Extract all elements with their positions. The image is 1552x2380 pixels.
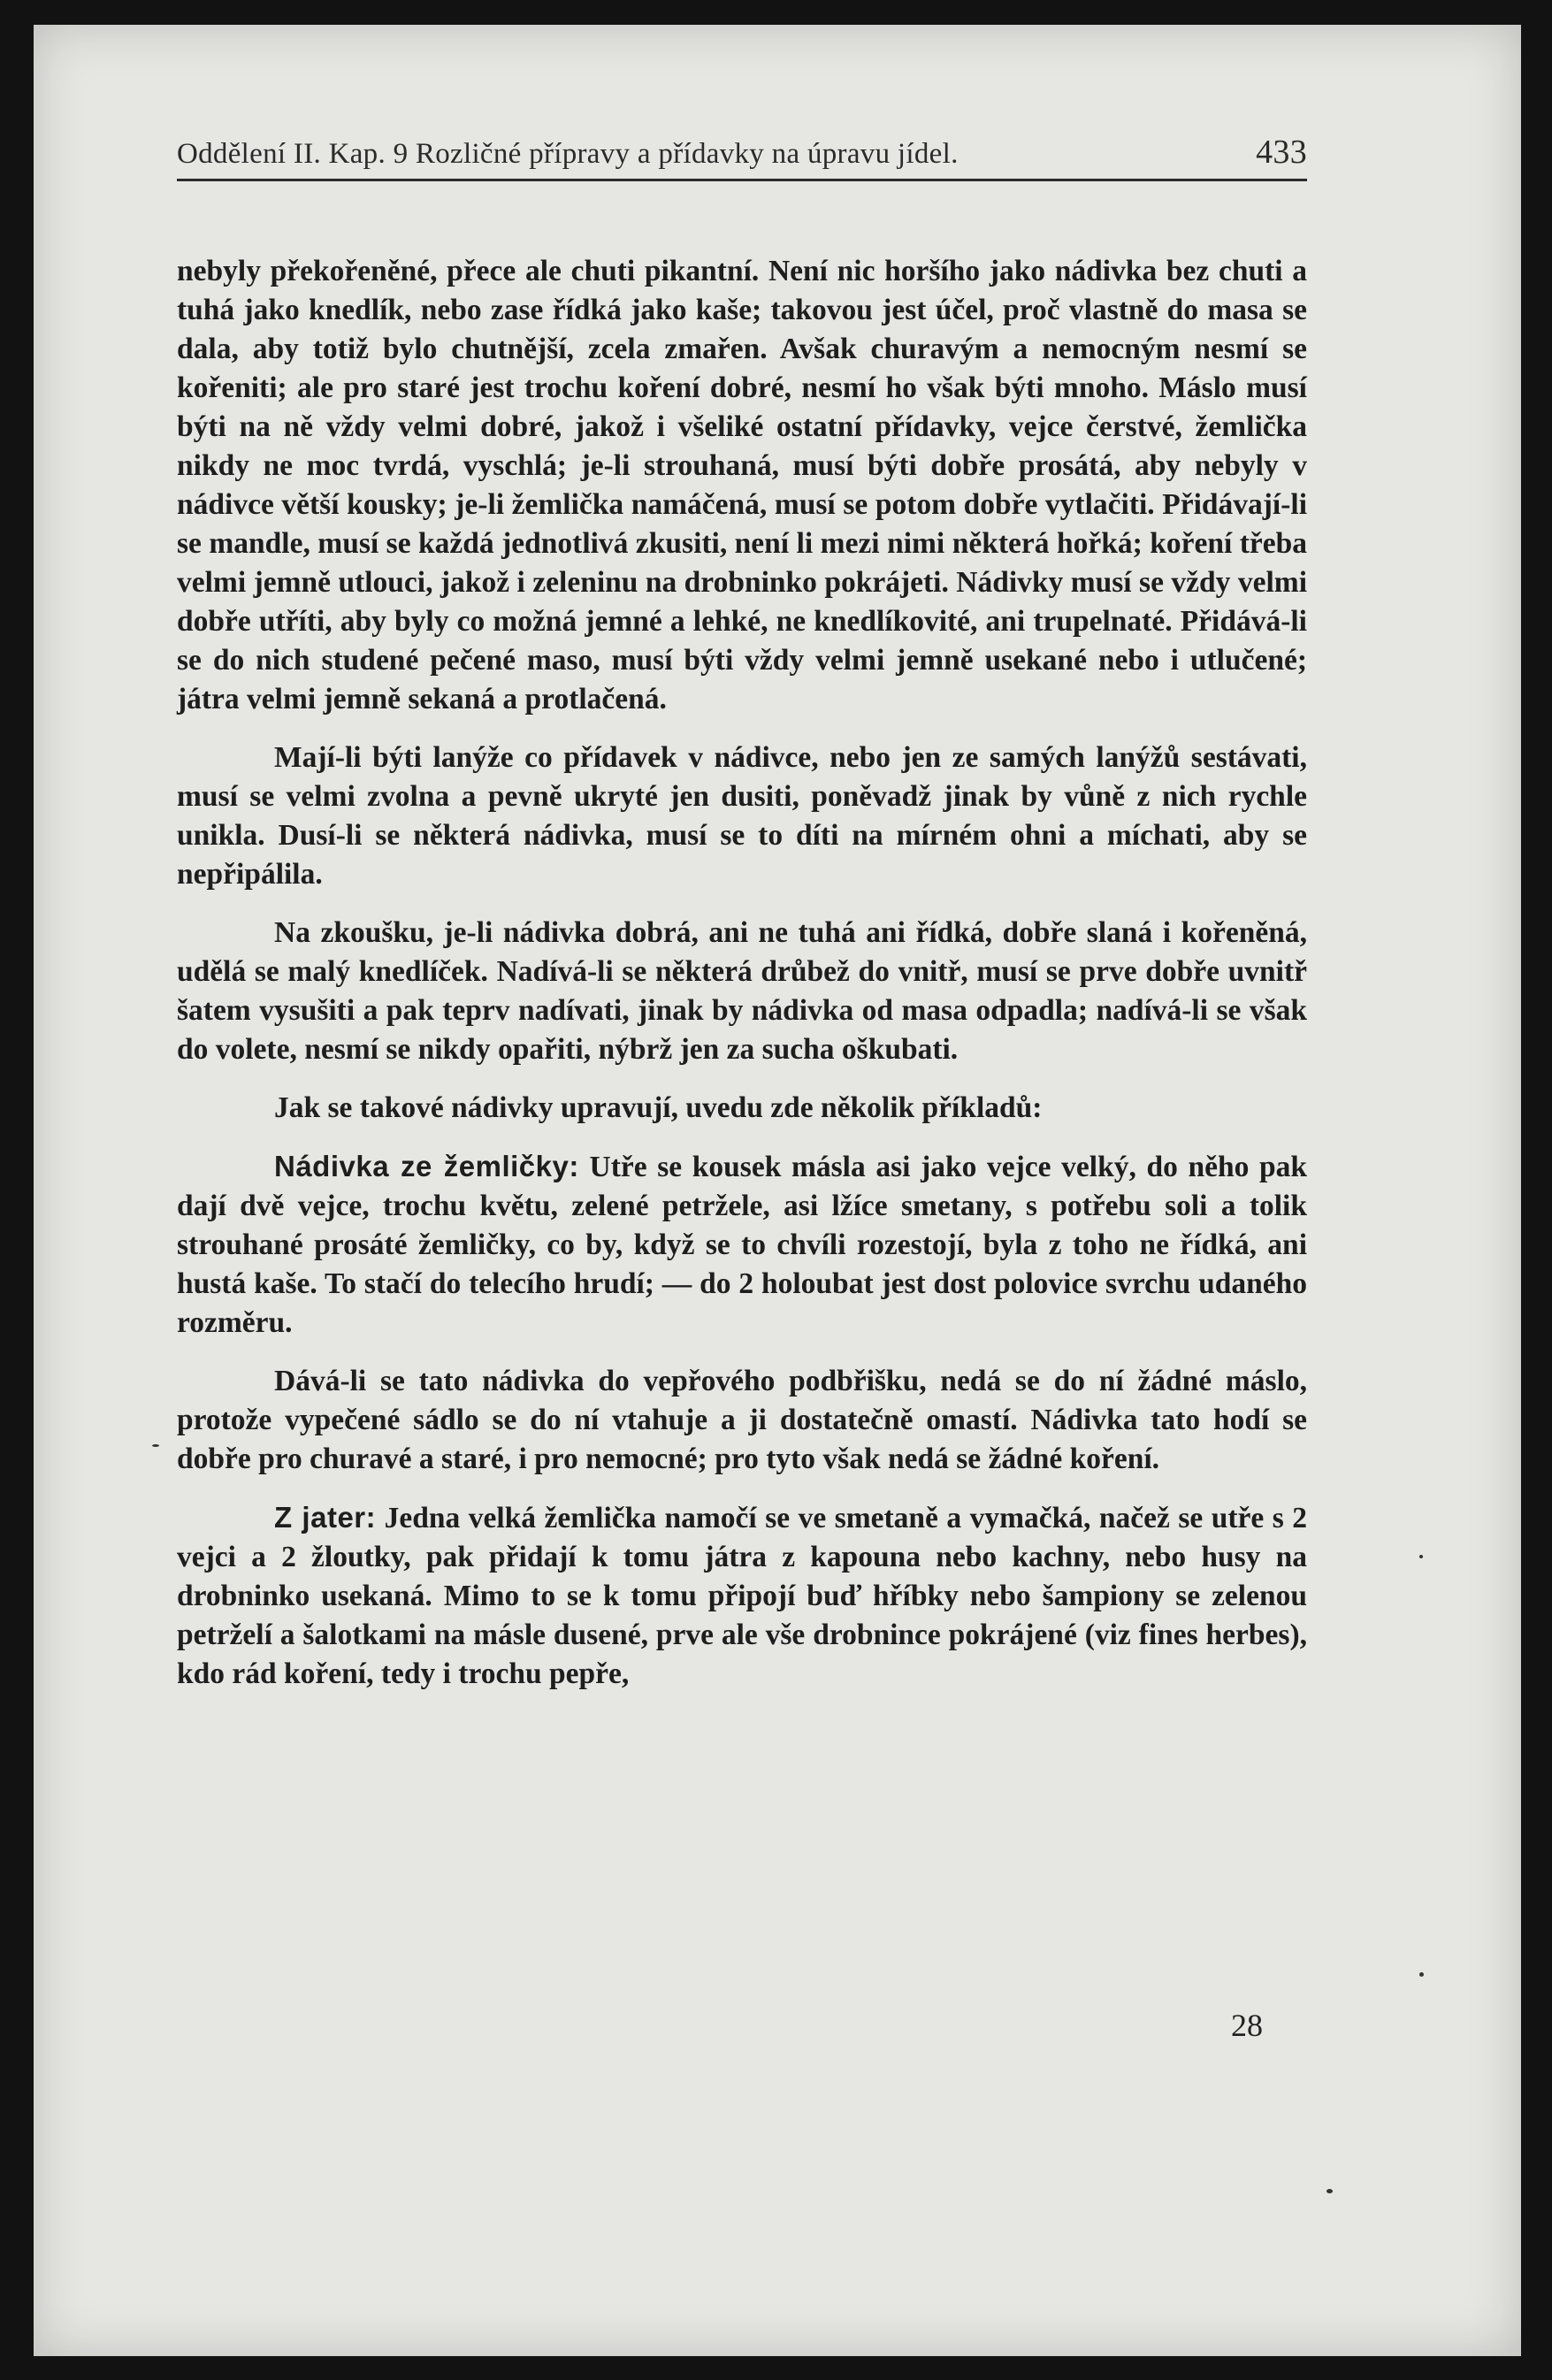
paragraph-2 <box>177 738 1307 894</box>
recipe-heading: Z jater: <box>274 1501 377 1534</box>
print-speck <box>152 1444 159 1447</box>
header-rule <box>177 179 1307 181</box>
print-speck <box>1326 2189 1333 2193</box>
print-speck <box>1419 1555 1423 1558</box>
print-speck <box>1419 1972 1424 1977</box>
paragraph-1 <box>177 252 1307 719</box>
paragraph-text: Mají-li býti lanýže co přídavek v nádivce, nebo jen ze samých lanýžů sestávati, musí se velmi zvolna a pevně ukryté jen dusiti, poněvadž jinak by vůně z nich rychle unikla. Dusí-li se některá nádivka, musí se to díti na mírném ohni a míchati, aby se nepřipálila. <box>177 741 1307 891</box>
running-header <box>177 133 1307 172</box>
body-text <box>177 252 1307 1694</box>
paragraph-3 <box>177 914 1307 1069</box>
recipe-z-jater <box>177 1498 1307 1694</box>
paragraph-text: Dává-li se tato nádivka do vepřového podbřišku, nedá se do ní žádné máslo, protože vypečené sádlo se do ní vtahuje a ji dostatečně omastí. Nádivka tato hodí se dobře pro churavé a staré, i pro nemocné; pro tyto však nedá se žádné koření. <box>177 1365 1307 1475</box>
paragraph-text: Na zkoušku, je-li nádivka dobrá, ani ne tuhá ani řídká, dobře slaná i kořeněná, udělá se malý knedlíček. Nadívá-li se některá drůbež do vnitř, musí se prve dobře uvnitř šatem vysušiti a pak teprv nadívati, jinak by nádivka od masa odpadla; nadívá-li se však do volete, nesmí se nikdy opařiti, nýbrž jen za sucha oškubati. <box>177 916 1307 1066</box>
recipe-nadivka-ze-zemlicky <box>177 1147 1307 1343</box>
paragraph-text: nebyly překořeněné, přece ale chuti pikantní. Není nic horšího jako nádivka bez chuti a tuhá jako knedlík, nebo zase řídká jako kaše; takovou jest účel, proč vlastně do masa se dala, aby totiž bylo chutnější, zcela zmařen. Avšak churavým a nemocným nesmí se kořeniti; ale pro staré jest trochu koření dobré, nesmí ho však býti mnoho. Máslo musí býti na ně vždy velmi dobré, jakož i všeliké ostatní přídavky, vejce čerstvé, žemlička nikdy ne moc tvrdá, vyschlá; je-li strouhaná, musí býti dobře prosátá, aby nebyly v nádivce větší kousky; je-li žemlička namáčená, musí se potom dobře vytlačiti. Přidávají-li se mandle, musí se každá jednotlivá zkusiti, není li mezi nimi některá hořká; koření třeba velmi jemně utlouci, jakož i zeleninu na drobninko pokrájeti. Nádivky musí se vždy velmi dobře utříti, aby byly co možná jemné a lehké, ne knedlíkovité, ani trupelnaté. Přidává-li se do nich studené pečené maso, musí býti vždy velmi jemně usekané nebo i utlučené; játra velmi jemně sekaná a protlačená. <box>177 255 1307 716</box>
paragraph-4 <box>177 1089 1307 1128</box>
paragraph-6 <box>177 1362 1307 1479</box>
running-title: Oddělení II. Kap. 9 Rozličné přípravy a přídavky na úpravu jídel. <box>177 138 959 170</box>
paragraph-text: Jak se takové nádivky upravují, uvedu zde několik příkladů: <box>274 1091 1043 1124</box>
page-number: 433 <box>1256 134 1307 171</box>
paragraph-text: Utře se kousek másla asi jako vejce velký, do něho pak dají dvě vejce, trochu květu, zelené petržele, asi lžíce smetany, s potřebu soli a tolik strouhané prosáté žemličky, co by, když se to chvíli rozestojí, byla z toho ne řídká, ani hustá kaše. To stačí do telecího hrudí; — do 2 holoubat jest dost polovice svrchu udaného rozměru. <box>177 1151 1308 1339</box>
recipe-heading: Nádivka ze žemličky: <box>274 1150 579 1182</box>
paragraph-text: Jedna velká žemlička namočí se ve smetaně a vymačká, načež se utře s 2 vejci a 2 žloutky, pak přidají k tomu játra z kapouna nebo kachny, nebo husy na drobninko usekaná. Mimo to se k tomu připojí buď hříbky nebo šampiony se zelenou petrželí a šalotkami na másle dusené, prve ale vše drobnince pokrájené (viz fines herbes), kdo rád koření, tedy i trochu pepře, <box>177 1502 1308 1690</box>
signature-mark: 28 <box>1231 2008 1263 2043</box>
